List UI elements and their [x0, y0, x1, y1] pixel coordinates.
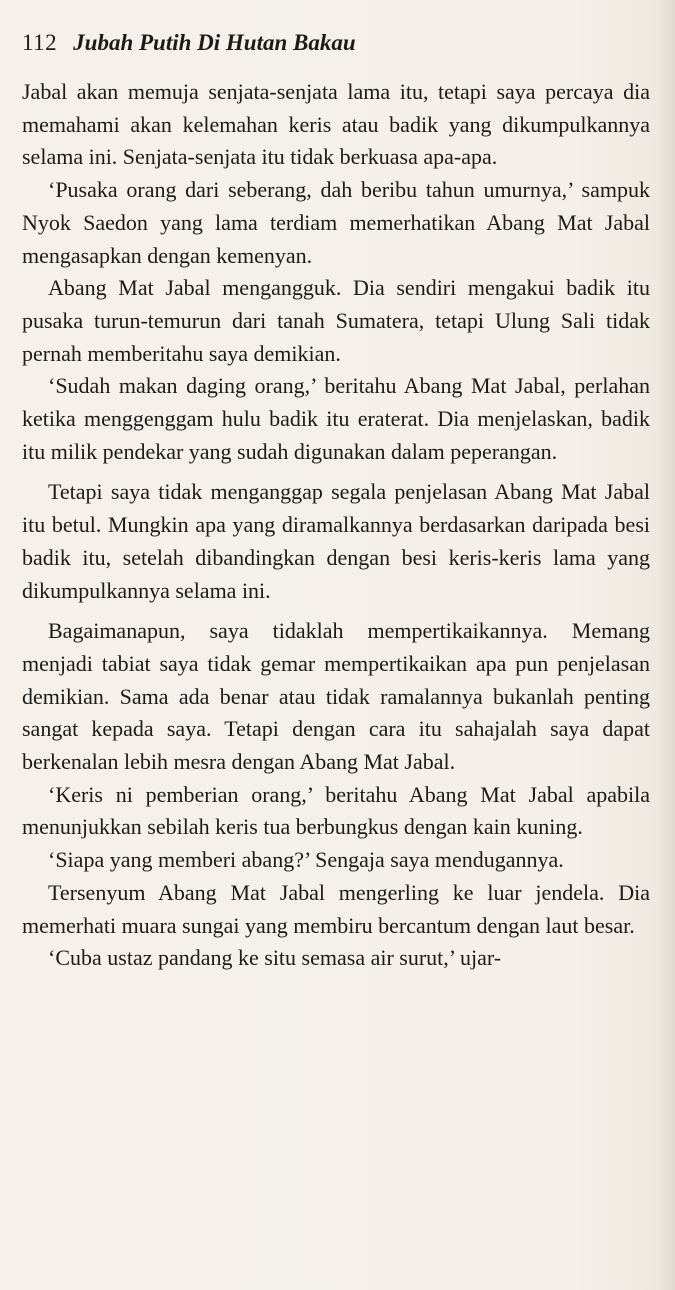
page-number: 112 — [22, 30, 58, 55]
paragraph: Jabal akan memuja senjata-senjata lama itu, tetapi saya percaya dia memahami akan kelemahan keris atau badik yang dikumpulkannya selama ini. Senjata-senjata itu tidak berkuasa apa-apa. — [22, 79, 650, 170]
page-header — [22, 30, 356, 62]
paragraph: ‘Cuba ustaz pandang ke situ semasa air surut,’ ujar- — [48, 945, 502, 971]
paragraph: ‘Pusaka orang dari seberang, dah beribu tahun umurnya,’ sampuk Nyok Saedon yang lama terdiam memerhatikan Abang Mat Jabal mengasapkan dengan kemenyan. — [22, 177, 650, 268]
paragraph: Bagaimanapun, saya tidaklah mempertikaikannya. Memang menjadi tabiat saya tidak gemar mempertikaikan apa pun penjelasan demikian. Sama ada benar atau tidak ramalannya bukanlah penting sangat kepada saya. Tetapi dengan cara itu sahajalah saya dapat berkenalan lebih mesra dengan Abang Mat Jabal. — [22, 618, 650, 775]
page-edge-shadow — [657, 0, 675, 1290]
paragraph: ‘Siapa yang memberi abang?’ Sengaja saya mendugannya. — [48, 847, 564, 873]
paragraph: Tersenyum Abang Mat Jabal mengerling ke luar jendela. Dia memerhati muara sungai yang membiru bercantum dengan laut besar. — [22, 879, 650, 938]
paragraph: Abang Mat Jabal mengangguk. Dia sendiri mengakui badik itu pusaka turun-temurun dari tanah Sumatera, tetapi Ulung Sali tidak pernah memberitahu saya demikian. — [22, 275, 650, 366]
paragraph: ‘Sudah makan daging orang,’ beritahu Abang Mat Jabal, perlahan ketika menggenggam hulu badik itu eraterat. Dia menjelaskan, badik itu milik pendekar yang sudah digunakan dalam peperangan. — [22, 373, 650, 464]
body-text — [22, 76, 650, 975]
paragraph: Tetapi saya tidak menganggap segala penjelasan Abang Mat Jabal itu betul. Mungkin apa yang diramalkannya berdasarkan daripada besi badik itu, setelah dibandingkan dengan besi keris-keris lama yang dikumpulkannya selama ini. — [22, 479, 650, 603]
running-title: Jubah Putih Di Hutan Bakau — [73, 30, 356, 55]
paragraph: ‘Keris ni pemberian orang,’ beritahu Abang Mat Jabal apabila menunjukkan sebilah keris tua berbungkus dengan kain kuning. — [22, 781, 650, 840]
